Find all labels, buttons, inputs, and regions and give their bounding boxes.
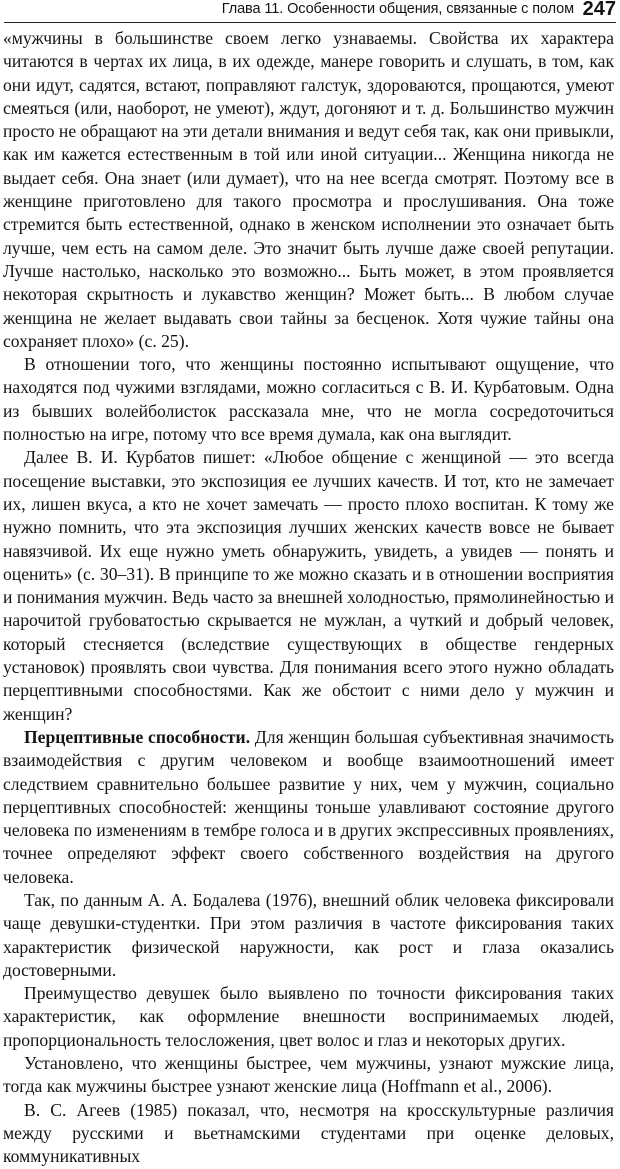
run-in-heading: Перцептивные способности. <box>24 726 251 747</box>
paragraph-text: Установлено, что женщины быстрее, чем мужчины, узнают мужские лица, тогда как мужчины быстрее узнают женские лица (Hoffmann et al., 2006). <box>3 1053 614 1097</box>
running-head-chapter-title: Глава 11. Особенности общения, связанные с полом <box>221 1 574 17</box>
paragraph <box>3 1052 614 1099</box>
paragraph-text: В отношении того, что женщины постоянно испытывают ощущение, что находятся под чужими взглядами, можно согласиться с В. И. Курбатовым. Одна из бывших волейболисток рассказала мне, что не могла сосредоточиться полностью на игре, потому что все время думала, как она выглядит. <box>3 354 614 445</box>
paragraph <box>3 446 614 726</box>
paragraph-text: Для женщин большая субъективная значимость взаимодействия с другим человеком и вообще взаимоотношений имеет следствием сравнительно большее развитие у них, чем у мужчин, социально перцептивных способностей: женщины тоньше улавливают состояние другого человека по изменениям в тембре голоса и в других экспрессивных проявлениях, точнее определяют эффект своего собственного воздействия на другого человека. <box>3 726 614 887</box>
paragraph-text: Преимущество девушек было выявлено по точности фиксирования таких характеристик, как оформление внешности воспринимаемых людей, пропорциональность телосложения, цвет волос и глаз и некоторых других. <box>3 983 614 1050</box>
paragraph <box>3 889 614 982</box>
paragraph-text: «мужчины в большинстве своем легко узнаваемы. Свойства их характера читаются в чертах их лица, в их одежде, манере говорить и слушать, в том, как они идут, садятся, встают, поправляют галстук, здороваются, прощаются, умеют смеяться (или, наоборот, не умеют), ждут, догоняют и т. д. Большинство мужчин просто не обращают на эти детали внимания и ведут себя так, как они привыкли, как им кажется естественным в той или иной ситуации... Женщина никогда не выдает себя. Она знает (или думает), что на нее всегда смотрят. Поэтому все в женщине приготовлено для такого просмотра и прослушивания. Она тоже стремится быть естественной, однако в женском исполнении это означает быть лучше, чем есть на самом деле. Это значит быть лучше даже своей репутации. Лучше настолько, насколько это возможно... Быть может, в этом проявляется некоторая скрытность и лукавство женщин? Может быть... В любом случае женщина не желает выдавать свои тайны за бесценок. Хотя чужие тайны она сохраняет плохо» (с. 25). <box>3 28 614 351</box>
paragraph <box>3 1099 614 1169</box>
quote-continuation-paragraph <box>3 27 614 353</box>
running-head <box>0 0 620 26</box>
paragraph-text: В. С. Агеев (1985) показал, что, несмотря на кросскультурные различия между русскими и вьетнамскими студентами при оценке деловых, коммуникативных <box>3 1099 614 1167</box>
paragraph <box>3 353 614 446</box>
header-rule <box>4 22 616 23</box>
paragraph-text: Далее В. И. Курбатов пишет: «Любое общение с женщиной — это всегда посещение выставки, это экспозиция ее лучших качеств. И тот, кто не замечает их, лишен вкуса, а кто не хочет замечать — просто плохо воспитан. К тому же нужно помнить, что эта экспозиция лучших женских качеств вовсе не бывает навязчивой. Их еще нужно уметь обнаружить, увидеть, а увидев — понять и оценить» (с. 30–31). В принципе то же можно сказать и в отношении восприятия и понимания мужчин. Ведь часто за внешней холодностью, прямолинейностью и нарочитой грубоватостью скрывается не мужлан, а чуткий и добрый человек, который стесняется (вследствие существующих в обществе гендерных установок) проявлять свои чувства. Для понимания всего этого нужно обладать перцептивными способностями. Как же обстоит с ними дело у мужчин и женщин? <box>3 447 614 724</box>
body-text <box>3 27 614 1169</box>
paragraph <box>3 726 614 889</box>
paragraph <box>3 982 614 1052</box>
paragraph-text: Так, по данным А. А. Бодалева (1976), внешний облик человека фиксировали чаще девушки-студентки. При этом различия в частоте фиксирования таких характеристик физической наружности, как рост и глаза оказались достоверными. <box>3 889 614 980</box>
page-number: 247 <box>582 0 616 20</box>
